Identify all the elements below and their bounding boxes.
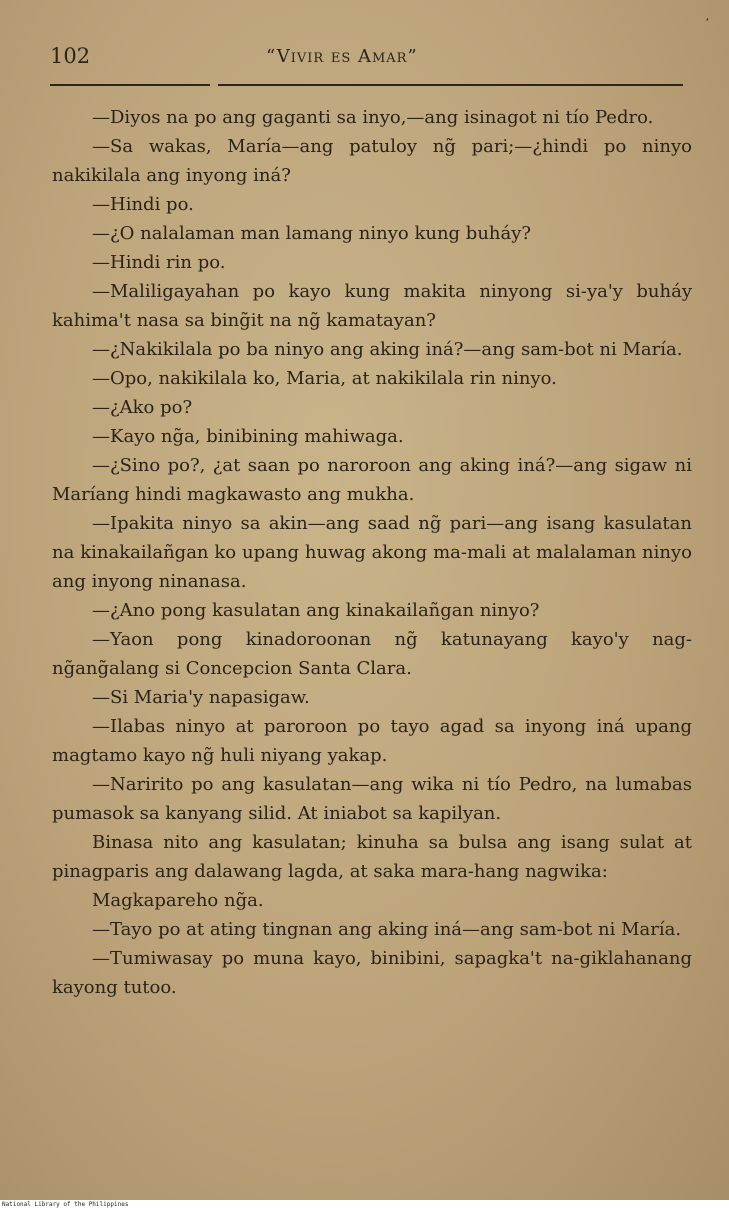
paragraph: —Tayo po at ating tingnan ang aking iná—ang sam-bot ni María. [92,919,682,940]
page-number: 102 [50,44,91,68]
header-rule-left [50,84,210,86]
paragraph: —Maliligayahan po kayo kung makita ninyong si-ya'y buháy kahima't nasa sa bing̃it na ng̃ kamatayan? [52,281,692,331]
paragraph: —Diyos na po ang gaganti sa inyo,—ang isinagot ni tío Pedro. [92,107,654,128]
paragraph: —Hindi po. [92,194,194,215]
paragraph: —Sa wakas, María—ang patuloy ng̃ pari;—¿hindi po ninyo nakikilala ang inyong iná? [52,136,692,186]
paragraph: —Yaon pong kinadoroonan ng̃ katunayang kayo'y nag-ng̃ang̃alang si Concepcion Santa Clara. [52,629,692,679]
paragraph: —¿Ako po? [92,397,193,418]
body-text [52,103,692,1002]
paragraph: Magkapareho ng̃a. [92,890,264,911]
paragraph: —Si Maria'y napasigaw. [92,687,310,708]
paragraph: —¿Nakikilala po ba ninyo ang aking iná?—ang sam-bot ni María. [92,339,683,360]
footer-credit: National Library of the Philippines [2,1201,129,1208]
paragraph: —¿Ano pong kasulatan ang kinakailañgan ninyo? [92,600,540,621]
paragraph: —Naririto po ang kasulatan—ang wika ni tío Pedro, na lumabas pumasok sa kanyang silid. At iniabot sa kapilyan. [52,774,692,824]
paragraph: —¿O nalalaman man lamang ninyo kung buháy? [92,223,532,244]
paragraph: —¿Sino po?, ¿at saan po naroroon ang aking iná?—ang sigaw ni Maríang hindi magkawasto ang mukha. [52,455,692,505]
header-rule-right [218,84,683,86]
running-title: “Vivir es Amar” [266,46,418,67]
paragraph: —Hindi rin po. [92,252,226,273]
paragraph: —Tumiwasay po muna kayo, binibini, sapagka't na-giklahanang kayong tutoo. [52,948,692,998]
margin-mark: ⸴ [706,10,710,24]
paragraph: —Opo, nakikilala ko, Maria, at nakikilala rin ninyo. [92,368,557,389]
paragraph: —Kayo ng̃a, binibining mahiwaga. [92,426,404,447]
page-header [50,44,680,74]
paragraph: Binasa nito ang kasulatan; kinuha sa bulsa ang isang sulat at pinagparis ang dalawang lagda, at saka mara-hang nagwika: [52,832,692,882]
paragraph: —Ilabas ninyo at paroroon po tayo agad sa inyong iná upang magtamo kayo ng̃ huli niyang yakap. [52,716,692,766]
paragraph: —Ipakita ninyo sa akin—ang saad ng̃ pari—ang isang kasulatan na kinakailañgan ko upang huwag akong ma-mali at malalaman ninyo ang inyong ninanasa. [52,513,692,592]
